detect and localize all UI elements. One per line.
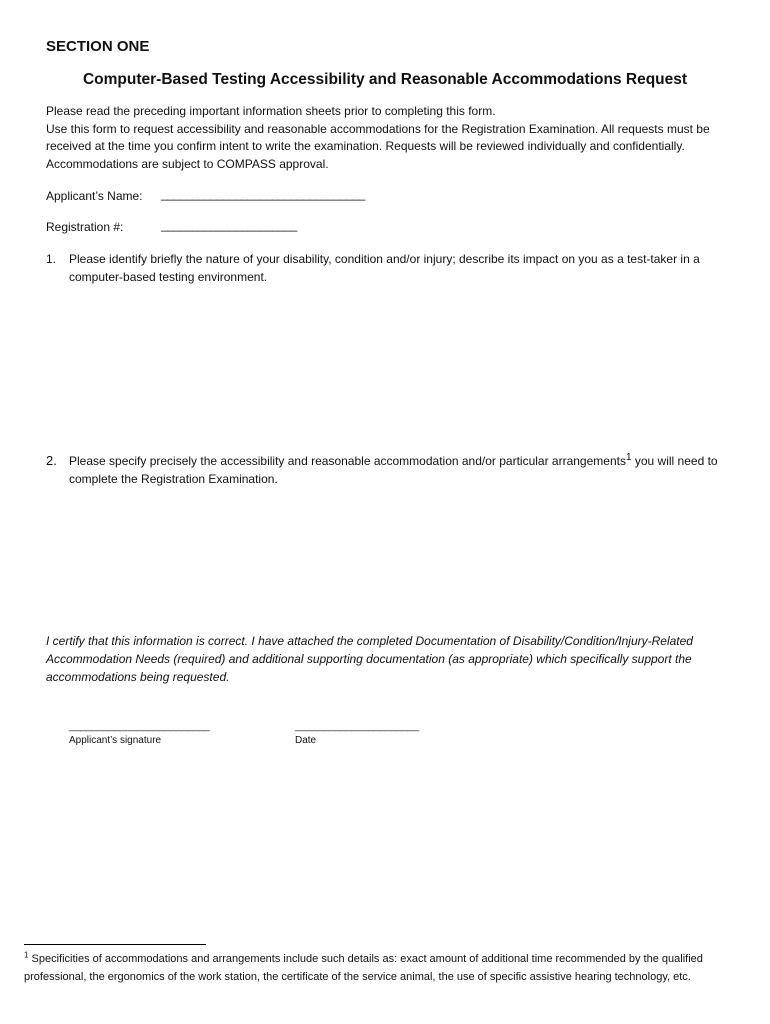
question-1: [46, 250, 751, 286]
footnote-divider: [24, 944, 206, 945]
applicant-signature-line[interactable]: _________________________: [69, 720, 210, 732]
applicant-signature-label: Applicant’s signature: [69, 735, 162, 746]
form-title: Computer-Based Testing Accessibility and Reasonable Accommodations Request: [82, 71, 688, 88]
applicant-name-field[interactable]: _________________________________: [161, 187, 365, 201]
intro-line-2: Use this form to request accessibility and reasonable accommodations for the Registration Examination. All requests must be received at the time you confirm intent to write the examination. Requests will be reviewed individually and confidentially. Accommodations are subject to COMPASS approval.: [46, 121, 710, 171]
question-1-text: Please identify briefly the nature of your disability, condition and/or injury; describe its impact on you as a test-taker in a computer-based testing environment.: [69, 252, 700, 284]
footnote-text: Specificities of accommodations and arrangements include such details as: exact amount of additional time recommended by the qualified professional, the ergonomics of the work station, the certificate of the service animal, the use of specific assistive hearing technology, etc.: [24, 953, 703, 983]
footnote-marker: 1: [24, 950, 29, 960]
intro-line-1: Please read the preceding important information sheets prior to completing this form.: [46, 104, 496, 118]
certification-statement: I certify that this information is correct. I have attached the completed Documentation of Disability/Condition/Injury-Related Accommodation Needs (required) and additional supporting documentation (as appropriate) which specifically support the accommodations being requested.: [46, 634, 693, 684]
registration-number-field[interactable]: ______________________: [161, 218, 297, 232]
question-2-text: [69, 452, 751, 488]
date-label: Date: [295, 735, 317, 746]
question-1-answer-area[interactable]: [46, 290, 746, 440]
question-2-number: 2.: [46, 453, 57, 468]
footnote-reference: 1: [625, 452, 632, 463]
question-2-text-after: you will need to complete the Registration Examination.: [69, 454, 718, 486]
date-line[interactable]: ______________________: [295, 720, 419, 732]
footnote: [24, 950, 724, 986]
section-title: SECTION ONE: [46, 38, 150, 55]
question-1-number: 1.: [46, 252, 57, 266]
applicant-name-label: Applicant’s Name:: [46, 189, 143, 203]
question-2-answer-area[interactable]: [46, 492, 746, 622]
question-2: [46, 452, 751, 488]
registration-number-label: Registration #:: [46, 220, 124, 234]
question-2-text-before: Please specify precisely the accessibility and reasonable accommodation and/or particular arrangements: [69, 454, 626, 468]
intro-text: [46, 103, 736, 173]
